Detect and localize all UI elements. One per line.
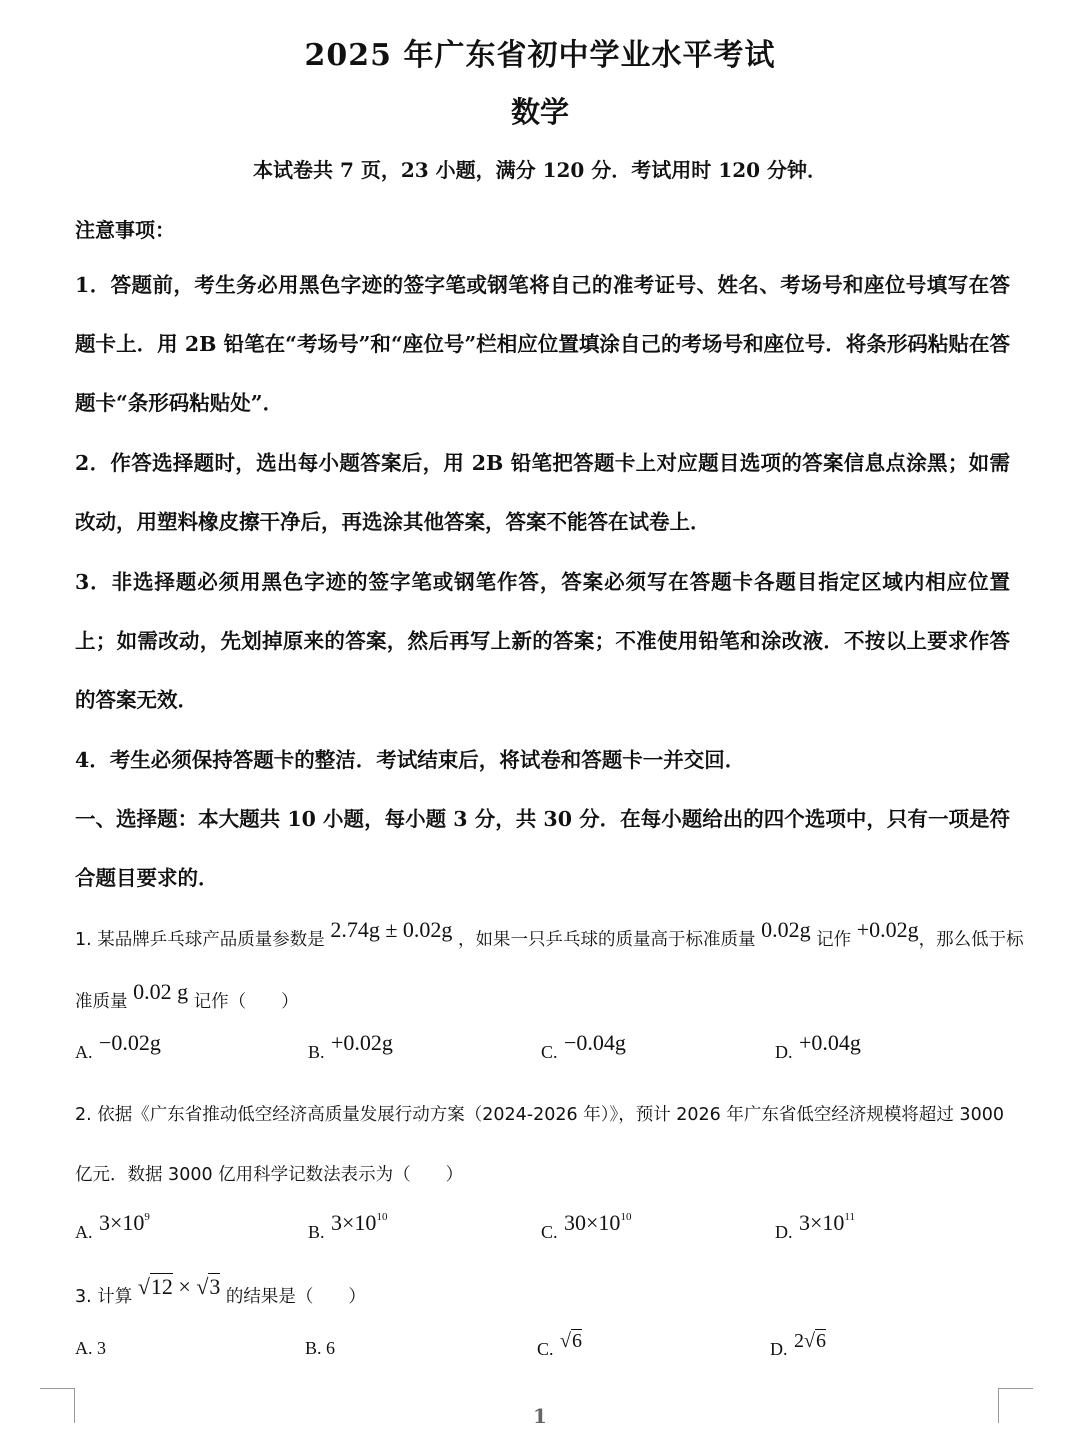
question-3 [75,1265,1025,1327]
q1-text-2: ，如果一只乒乓球的质量高于标准质量 [458,930,756,950]
notice-item-1: 1．答题前，考生务必用黑色字迹的签字笔或钢笔将自己的准考证号、姓名、考场号和座位号填写在答题卡上．用 2B 铅笔在“考场号”和“座位号”栏相应位置填涂自己的考场号和座位号．将条形码粘贴在答题卡“条形码粘贴处”． [75,273,1010,415]
q3-option-c[interactable]: C. √6 [537,1330,582,1359]
q1-option-a[interactable]: A. −0.02g [75,1030,161,1062]
q3-expression: √12 × √3 [138,1274,226,1299]
page-number: 1 [533,1404,547,1428]
q1-options [75,1030,1035,1078]
q1-option-c[interactable]: C. −0.04g [541,1030,626,1062]
q1-option-b[interactable]: B. +0.02g [308,1030,393,1062]
q3-option-b[interactable]: B. 6 [305,1338,336,1358]
q1-option-d[interactable]: D. +0.04g [775,1030,861,1062]
sqrt-12: √12 [137,1274,173,1299]
section-1-heading: 一、选择题：本大题共 10 小题，每小题 3 分，共 30 分．在每小题给出的四个选项中，只有一项是符合题目要求的． [75,807,1010,890]
q3-options [75,1330,1035,1378]
exam-info: 本试卷共 7 页，23 小题，满分 120 分．考试用时 120 分钟． [253,158,827,182]
q2-option-a[interactable]: A. $3\times 10^9$ [75,1210,150,1242]
q1-text-4: ，那么低于标准质量 [75,930,1024,1012]
sqrt-6-coef: √6 [804,1330,826,1352]
q1-text-1: 1. 某品牌乒乓球产品质量参数是 [75,930,325,950]
q1-math-plus: +0.02g [856,917,919,942]
q1-math-param: 2.74g ± 0.02g [330,917,453,942]
sqrt-6: √6 [560,1330,582,1352]
q1-math-above: 0.02g [761,917,811,942]
sqrt-3: √3 [196,1274,221,1299]
notice-item-4: 4．考生必须保持答题卡的整洁．考试结束后，将试卷和答题卡一并交回． [75,748,746,772]
q2-option-c[interactable]: C. $30\times 10^{10}$ [541,1210,632,1242]
q3-text-1: 3. 计算 [75,1287,133,1307]
question-2: 2. 依据《广东省推动低空经济高质量发展行动方案（2024-2026 年）》，预计 2026 年广东省低空经济规模将超过 3000 亿元．数据 3000 亿用科学记数法表示为（ ） [75,1105,1004,1185]
q1-math-below: 0.02 g [133,979,189,1004]
q2-option-d[interactable]: D. $3\times 10^{11}$ [775,1210,856,1242]
q3-option-d[interactable]: D. 2√6 [770,1330,826,1359]
q3-text-2: 的结果是（ ） [225,1287,366,1307]
q1-text-3: 记作 [816,930,852,950]
q2-option-b[interactable]: B. $3\times 10^{10}$ [308,1210,388,1242]
question-1 [75,908,1025,1032]
notice-item-3: 3．非选择题必须用黑色字迹的签字笔或钢笔作答，答案必须写在答题卡各题目指定区域内相应位置上；如需改动，先划掉原来的答案，然后再写上新的答案；不准使用铅笔和涂改液．不按以上要求作答的答案无效． [75,570,1010,712]
subject-title: 数学 [510,95,569,129]
notice-heading: 注意事项： [75,218,175,242]
q1-text-5: 记作（ ） [193,992,299,1012]
exam-title: 2025 年广东省初中学业水平考试 [304,38,776,73]
q3-option-a[interactable]: A. 3 [75,1338,106,1358]
q2-options [75,1210,1035,1258]
notice-item-2: 2．作答选择题时，选出每小题答案后，用 2B 铅笔把答题卡上对应题目选项的答案信息点涂黑；如需改动，用塑料橡皮擦干净后，再选涂其他答案，答案不能答在试卷上． [75,451,1010,534]
